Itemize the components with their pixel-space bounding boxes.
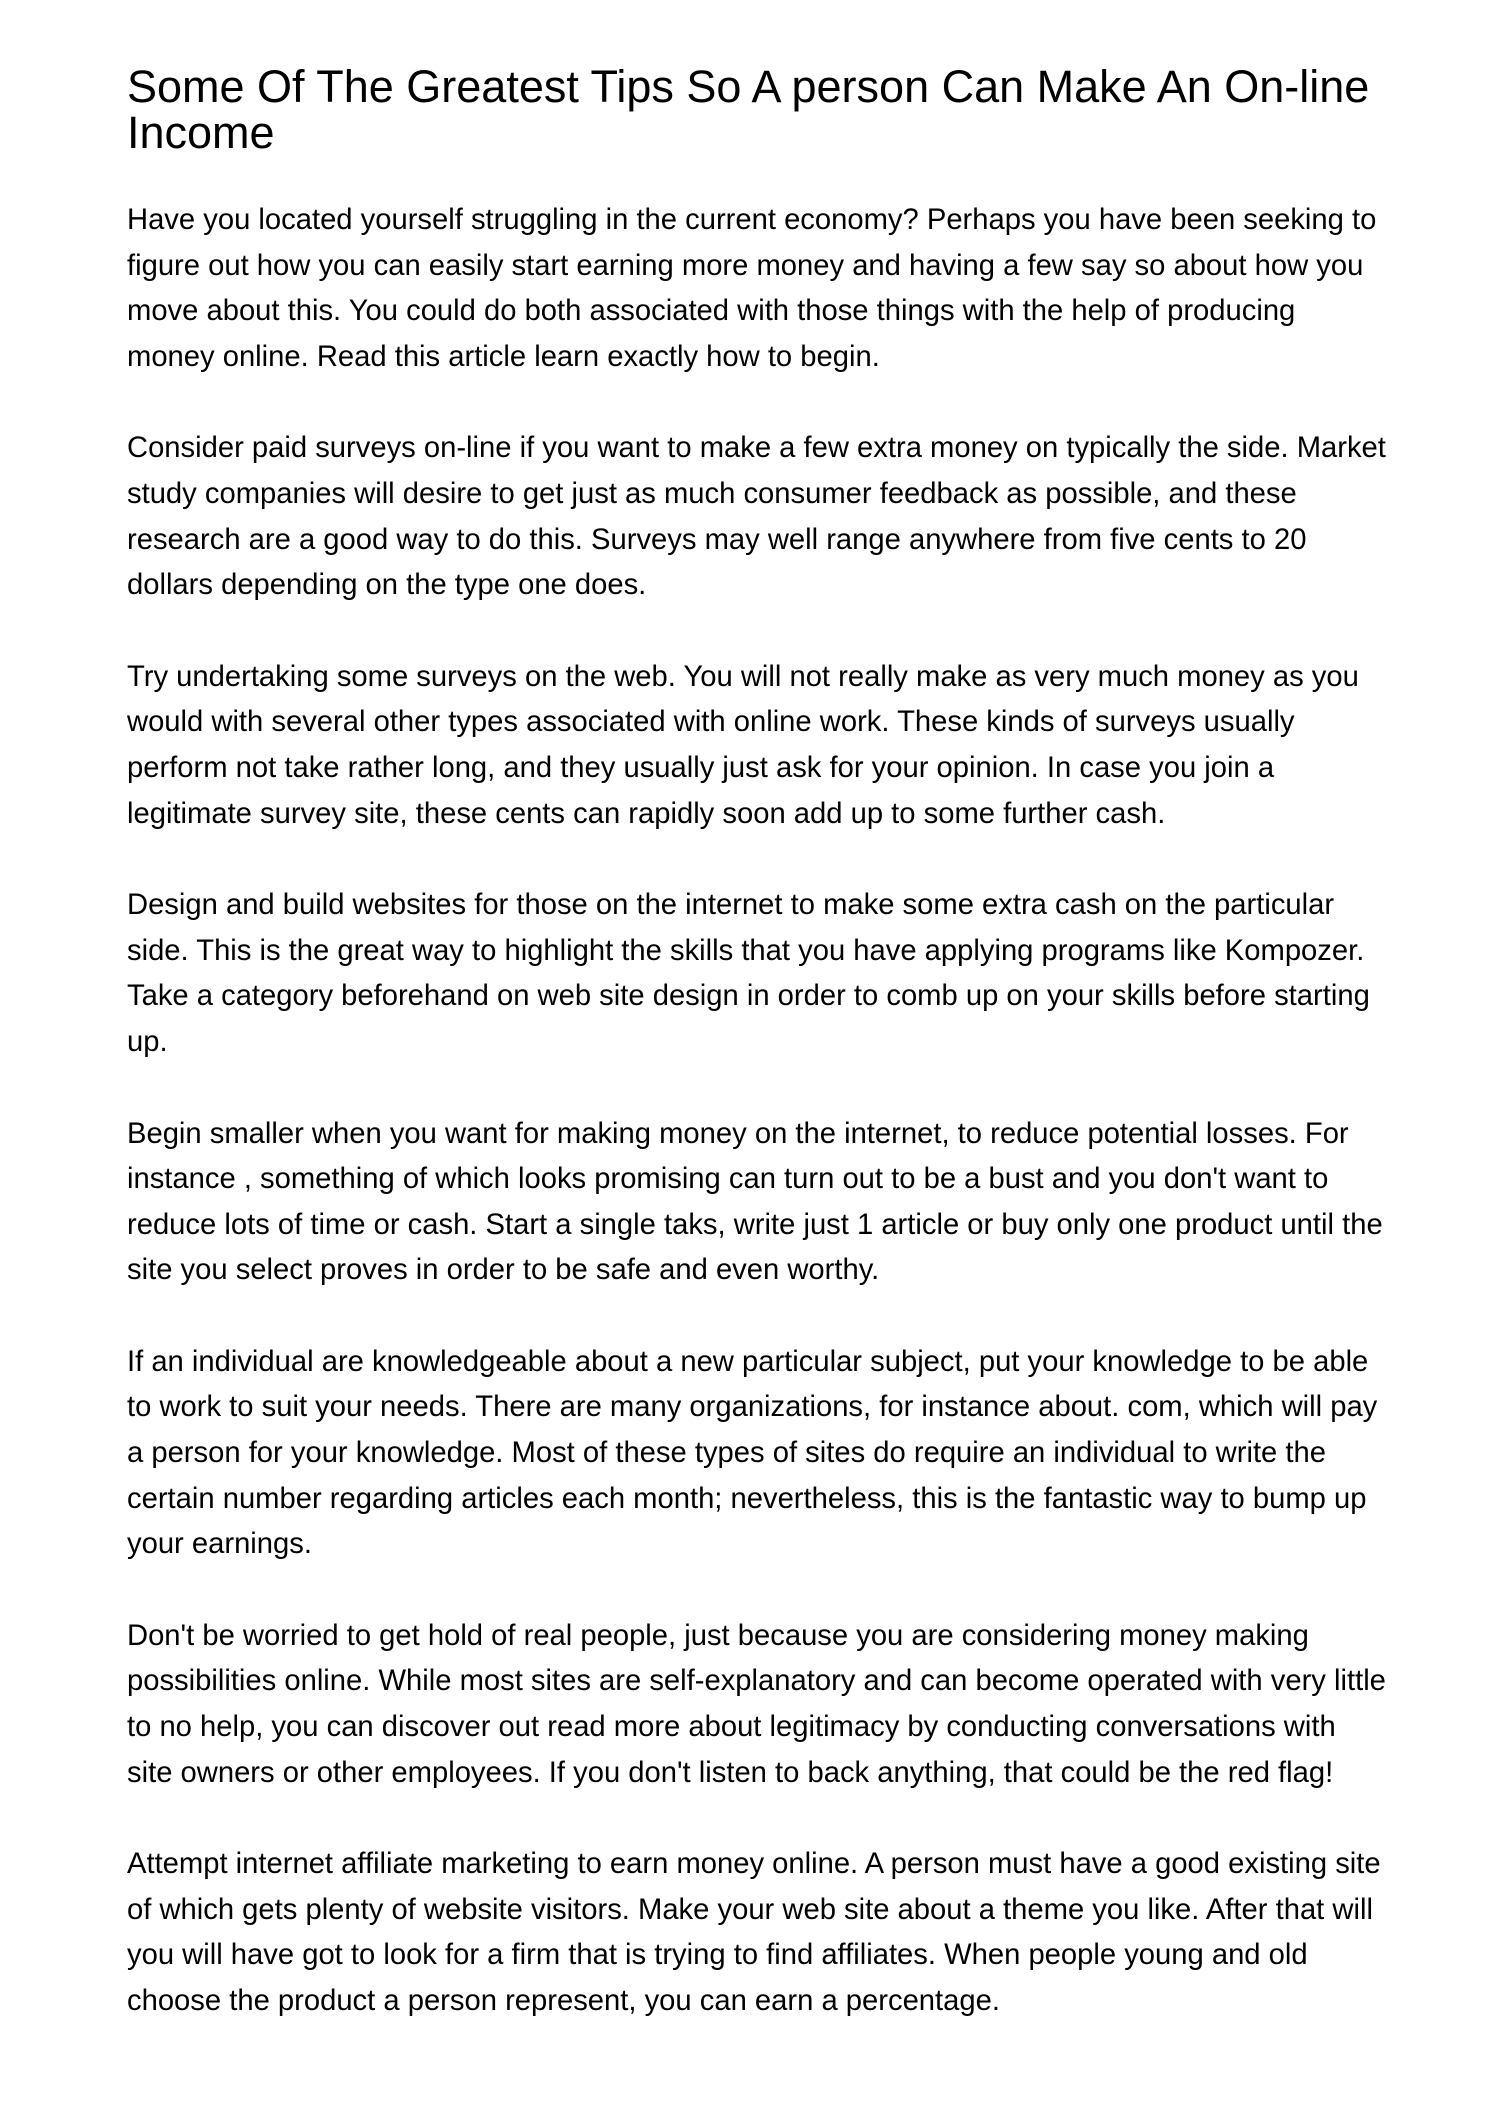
paragraph-affiliate-marketing: Attempt internet affiliate marketing to earn money online. A person must have a good existing site of which gets plenty of website visitors. Make your web site about a theme you like. After that will you will have got to look for a firm that is trying to find affiliates. When people young and old choose the product a person represent, you can earn a percentage.: [127, 1848, 1381, 2017]
paragraph-web-design: Design and build websites for those on the internet to make some extra cash on the particular side. This is the great way to highlight the skills that you have applying programs like Kompozer. Take a category beforehand on web site design in order to comb up on your skills before starting up.: [127, 889, 1370, 1058]
paragraph-paid-surveys: Consider paid surveys on-line if you want to make a few extra money on typically the side. Market study companies will desire to get just as much consumer feedback as possible, and these research are a good way to do this. Surveys may well range anywhere from five cents to 20 dollars depending on the type one does.: [127, 432, 1386, 602]
paragraph-begin-small: Begin smaller when you want for making money on the internet, to reduce potential losses. For instance , something of which looks promising can turn out to be a bust and you don't want to reduce lots of time or cash. Start a single taks, write just 1 article or buy only one product until the site you select proves in order to be safe and even worthy.: [127, 1117, 1383, 1287]
page-title: Some Of The Greatest Tips So A person Can Make An On-line Income: [127, 61, 1370, 158]
paragraph-online-surveys: Try undertaking some surveys on the web. You will not really make as very much money as you would with several other types associated with online work. These kinds of surveys usually perform not take rather long, and they usually just ask for your opinion. In case you join a legitimate survey site, these cents can rapidly soon add up to some further cash.: [127, 660, 1359, 830]
paragraph-intro: Have you located yourself struggling in the current economy? Perhaps you have been seeking to figure out how you can easily start earning more money and having a few say so about how you move about this. You could do both associated with those things with the help of producing money online. Read this article learn exactly how to begin.: [127, 204, 1377, 373]
paragraph-knowledge: If an individual are knowledgeable about a new particular subject, put your knowledge to be able to work to suit your needs. There are many organizations, for instance about. com, which will pay a person for your knowledge. Most of these types of sites do require an individual to write the certain number regarding articles each month; nevertheless, this is the fantastic way to bump up your earnings.: [127, 1345, 1378, 1561]
paragraph-real-people: Don't be worried to get hold of real people, just because you are considering money making possibilities online. While most sites are self-explanatory and can become operated with very little to no help, you can discover out read more about legitimacy by conducting conversations with site owners or other employees. If you don't listen to back anything, that could be the red flag!: [127, 1619, 1386, 1789]
document-page: [127, 61, 1387, 2071]
